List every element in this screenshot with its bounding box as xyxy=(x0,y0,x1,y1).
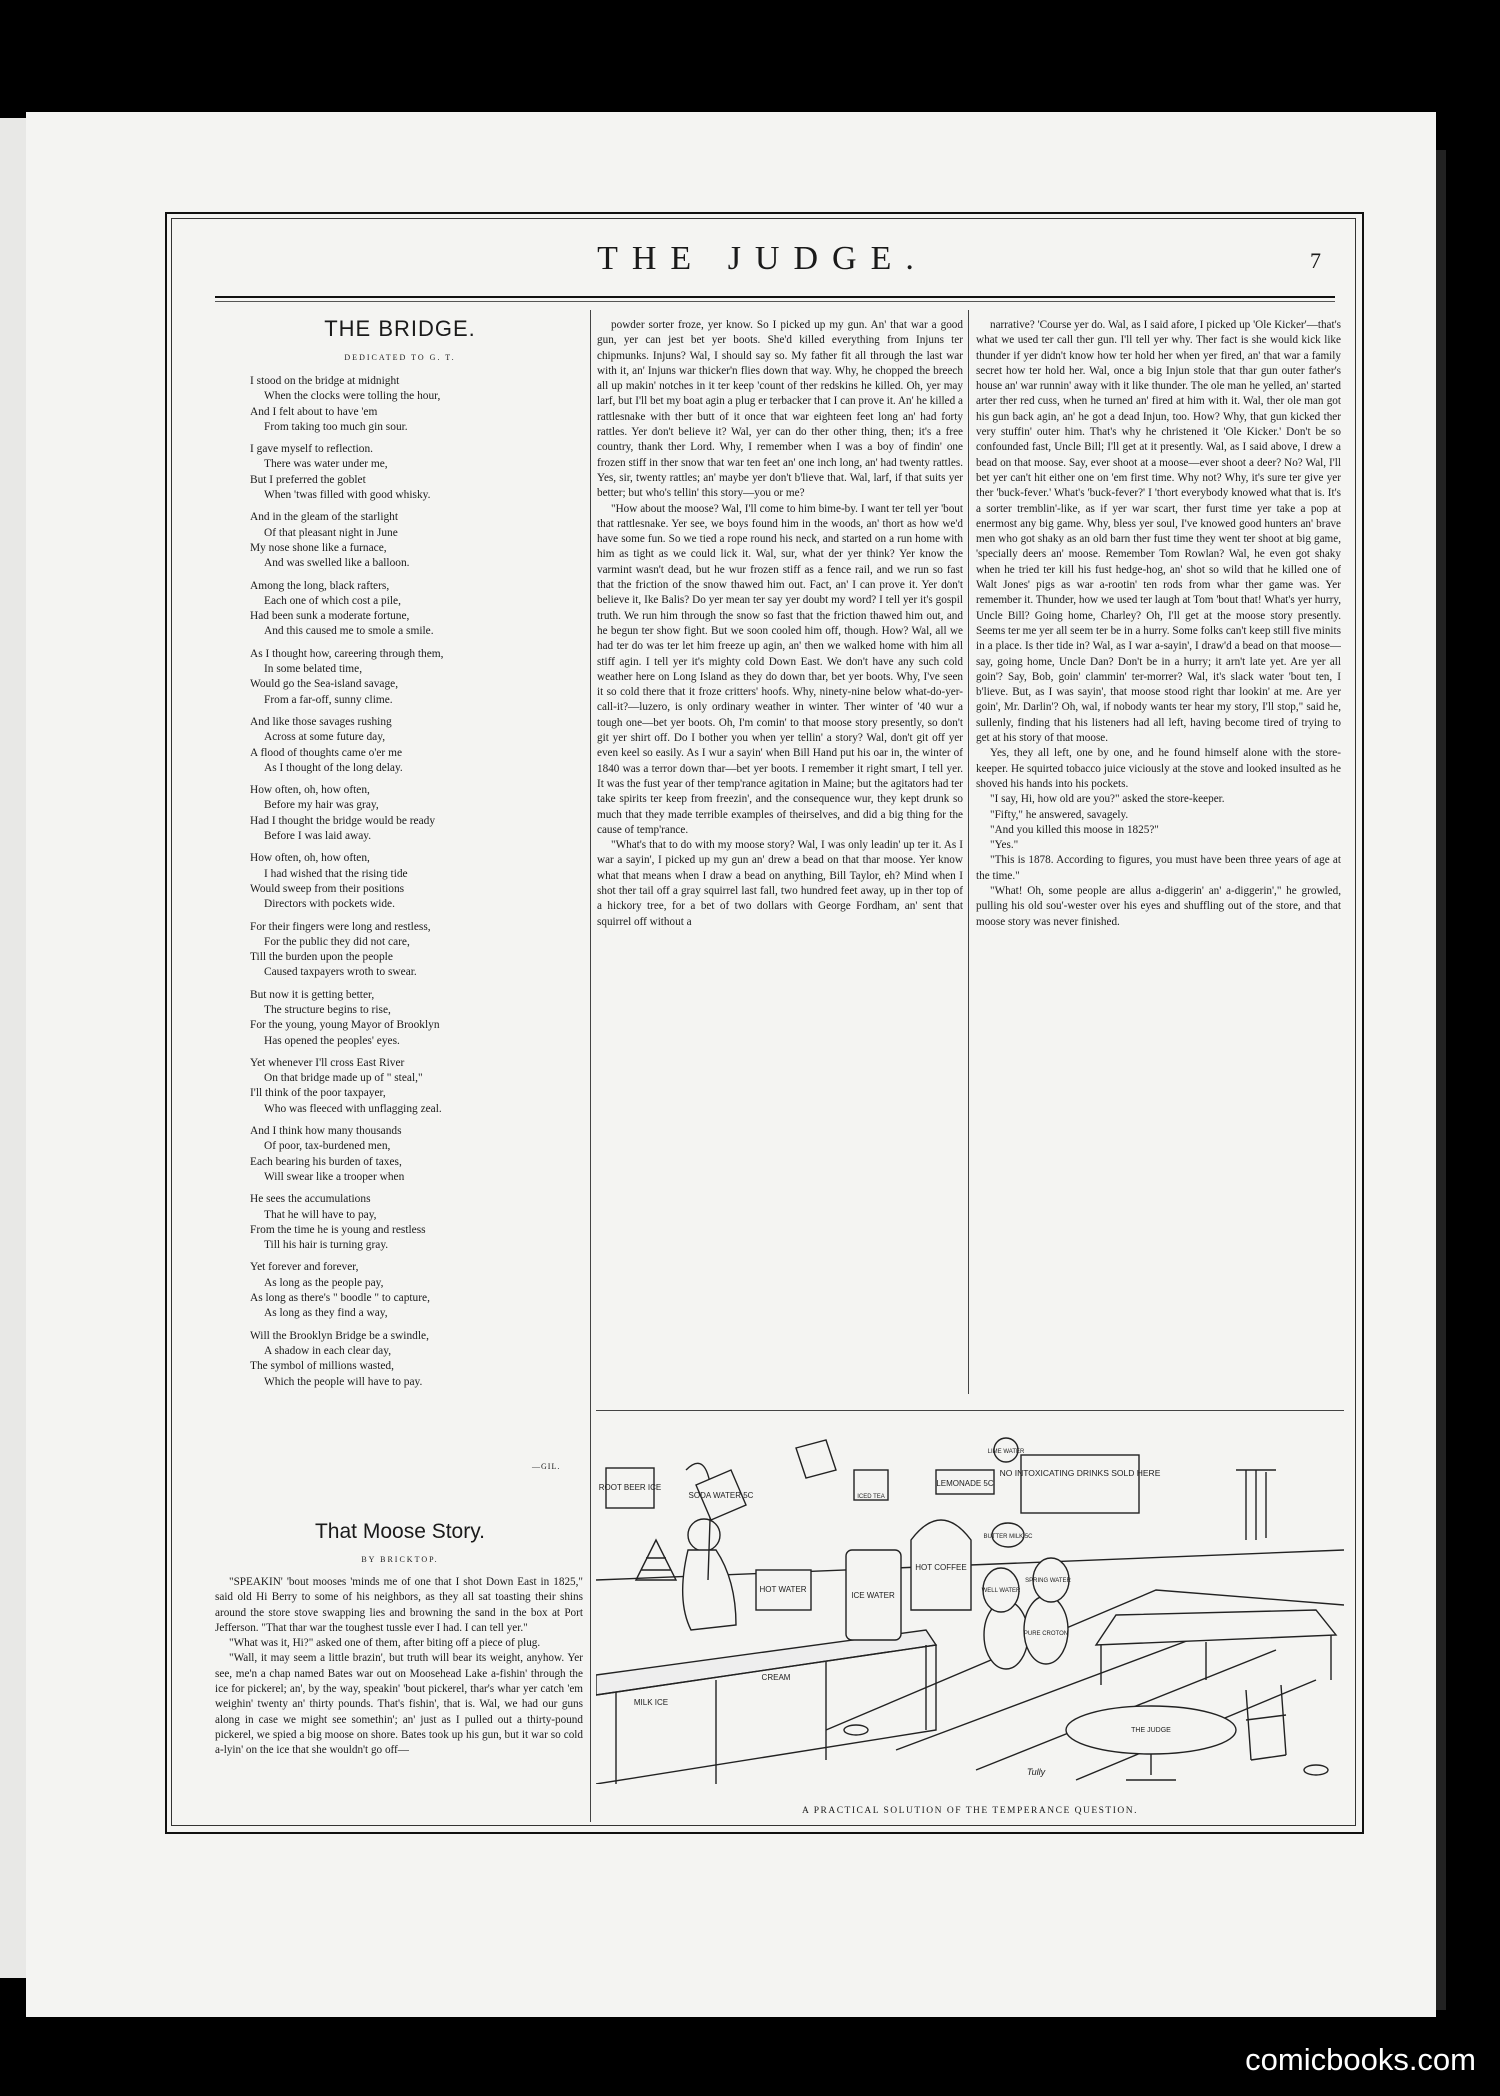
poem-stanza xyxy=(250,374,580,435)
poem-line: Would sweep from their positions xyxy=(250,882,405,895)
sign-iced-tea: ICED TEA xyxy=(857,1494,885,1500)
poem-line: Of poor, tax-burdened men, xyxy=(264,1140,391,1153)
poem-line: Yet whenever I'll cross East River xyxy=(250,1056,405,1069)
poem-stanza xyxy=(250,647,580,708)
poem-line: Each bearing his burden of taxes, xyxy=(250,1155,402,1168)
story-paragraph: "Wall, it may seem a little brazin', but truth will bear its weight, anyhow. Yer see, me'n a chap named Bates war out on Moosehead Lake a-fishin' through the ice for pickerel; an', by the way, speakin' 'bout pickerel, thar's whar yer catch 'em weighin' twenty an' thirty pounds. That's fishin', that is. Wal, we had our guns along in case we might see somethin'; an' just as I pulled out a thirty-pound pickerel, we spied a big moose on shore. Bates took up his gun, but it war so cold a-lyin' on the ice that she wouldn't go off— xyxy=(215,1652,583,1757)
poem-line: There was water under me, xyxy=(264,458,388,471)
poem-line: Had I thought the bridge would be ready xyxy=(250,814,436,827)
poem-line: From a far-off, sunny clime. xyxy=(264,693,393,706)
poem-line: For the young, young Mayor of Brooklyn xyxy=(250,1019,440,1032)
column-divider-1 xyxy=(590,310,591,1822)
poem-line: But I preferred the goblet xyxy=(250,473,366,486)
poem-line: Caused taxpayers wroth to swear. xyxy=(264,966,417,979)
story-column-2 xyxy=(597,318,963,1396)
sign-hot-coffee: HOT COFFEE xyxy=(915,1563,967,1572)
poem-stanza xyxy=(250,1329,580,1390)
poem-line: From taking too much gin sour. xyxy=(264,420,408,433)
story-paragraph: "What was it, Hi?" asked one of them, after biting off a piece of plug. xyxy=(229,1637,541,1650)
poem-line: Will swear like a trooper when xyxy=(264,1170,405,1183)
illustration-caption: A PRACTICAL SOLUTION OF THE TEMPERANCE QUESTION. xyxy=(802,1806,1138,1816)
poem-line: Who was fleeced with unflagging zeal. xyxy=(264,1102,442,1115)
poem-line: Will the Brooklyn Bridge be a swindle, xyxy=(250,1329,429,1342)
poem-line: I gave myself to reflection. xyxy=(250,443,374,456)
poem-line: A flood of thoughts came o'er me xyxy=(250,746,402,759)
poem-line: I had wished that the rising tide xyxy=(264,867,408,880)
page-binding-edge xyxy=(1436,150,1446,2010)
story-paragraph: "I say, Hi, how old are you?" asked the store-keeper. xyxy=(990,793,1225,806)
masthead-rule xyxy=(215,296,1335,298)
story-paragraph: "And you killed this moose in 1825?" xyxy=(990,823,1159,836)
sign-milk-ice: MILK ICE xyxy=(633,1698,669,1707)
sign-lemonade: LEMONADE 5C xyxy=(936,1479,994,1488)
watermark: comicbooks.com xyxy=(1245,2042,1476,2077)
poem-line: On that bridge made up of " steal," xyxy=(264,1072,423,1085)
poem-line: How often, oh, how often, xyxy=(250,784,370,797)
poem-line: Before my hair was gray, xyxy=(264,799,379,812)
poem-stanza xyxy=(250,920,580,981)
story-paragraph: "SPEAKIN' 'bout mooses 'minds me of one that I shot Down East in 1825," said old Hi Berry to some of his neighbors, as they all sat toasting their shins around the store stove swapping lies and browning the sand in the box at Port Jefferson. "That thar war the toughest tussle ever I had. I can tell yer." xyxy=(215,1576,583,1634)
poem-line: Yet forever and forever, xyxy=(250,1261,359,1274)
poem-line: My nose shone like a furnace, xyxy=(250,541,387,554)
poem-line: Across at some future day, xyxy=(264,731,386,744)
story-column-1 xyxy=(215,1575,583,1825)
poem-line: Till his hair is turning gray. xyxy=(264,1239,389,1252)
sign-no-intoxicating: NO INTOXICATING DRINKS SOLD HERE xyxy=(999,1468,1161,1478)
story-paragraph: "How about the moose? Wal, I'll come to him bime-by. I want ter tell yer 'bout that rattlesnake. Yer see, we boys found him in the woods, an' thort as how we'd have some fun. So we tied a rope round his neck, and started on a run home with him as tight as we could lick it. Wal, sur, what der yer think? Yer know the varmint wasn't dead, but he wur frozen stiff as a fence rail, and we run so fast that the friction of the snow thawed him out. Fact, an' I can prove it. Yer don't believe it, Ike Balis? Do yer mean ter say yer doubt my word? I tell yer it's gospil truth. We run him through the snow so fast that the friction thawed him out, and he begun ter show fight. But we soon cooled him off, though. How? Wal, all we had ter do was ter let him freeze up agin, an' then we walked home with him all stiff agin. I tell yer it's mighty cold Down East. We don't have any such cold weather here on Long Island as they do down thar, bet yer boots. Why, I've seen it so cold there that it froze critters' hoofs. Why, ninety-nine below what-do-yer-call-it?—luzero, is only ordinary weather in winter. Ther winter of '40 wur a tough one—bet yer boots. Oh, I'm comin' to that moose story presently, so don't git yer shirt off. Do I bother you when yer tellin' a story? Wal, don't git off yer even keel so easily. As I wur a sayin' when Bill Hand put his oar in, the winter of 1840 was a terror down thar—bet yer boots. I remember it right smart, I tell yer. It was the fust year of ther temp'rance agitation in Maine; but the agitators had ter take spirits ter keep from freezin', and the consequence wur, they kept drunk so much that they made terrible examples of theirselves, and did a big thing for the cause of temp'rance. xyxy=(597,502,963,836)
poem-line: And was swelled like a balloon. xyxy=(264,557,410,570)
sign-lime-water: LIME WATER xyxy=(987,1449,1025,1455)
poem-stanza xyxy=(250,442,580,503)
poem-line: And like those savages rushing xyxy=(250,715,392,728)
sign-root-beer: ROOT BEER ICE xyxy=(598,1483,662,1492)
sign-well-water: WELL WATER xyxy=(981,1588,1021,1594)
poem-line: Of that pleasant night in June xyxy=(264,526,398,539)
poem-title: THE BRIDGE. xyxy=(324,316,476,341)
poem-line: I stood on the bridge at midnight xyxy=(250,375,400,387)
story-paragraph: "What's that to do with my moose story? Wal, I was only leadin' up ter it. As I war a sayin', I picked up my gun an' drew a bead on that thar moose. Yer know what that means when I draw a bead on anything, Bill Taylor, eh? Mind when I shot ther tail off a gray squirrel last fall, two hundred feet away, up in ther top of a hickory tree, for a bet of two dollars with George Fordham, an' sent that squirrel off without a xyxy=(597,839,963,928)
sign-cream: CREAM xyxy=(761,1673,791,1682)
poem-line: Each one of which cost a pile, xyxy=(264,594,401,607)
story-byline: BY BRICKTOP. xyxy=(361,1555,439,1564)
poem-line: Directors with pockets wide. xyxy=(264,898,395,911)
poem-line: And in the gleam of the starlight xyxy=(250,511,399,524)
poem-line: When 'twas filled with good whisky. xyxy=(264,489,431,502)
poem-line: He sees the accumulations xyxy=(250,1193,371,1206)
poem-stanza xyxy=(250,851,580,912)
story-paragraph: "Yes." xyxy=(990,839,1019,852)
story-column-3 xyxy=(976,318,1341,1396)
poem-stanza xyxy=(250,1056,580,1117)
story-paragraph: narrative? 'Course yer do. Wal, as I said afore, I picked up 'Ole Kicker'—that's what we used ter call ther gun. I'll tell yer why. Ther fact is she would kick like thunder if yer didn't know how ter hold her when yer fired, an' that war a family secret how ter hold her. Wal, once a big Injun stole that thar gun outer father's house an' war runnin' away with it like thunder. The ole man he yelled, an' started arter ther red cuss, when he turned an' fired at him with it. Wal, ther ole man got his gun back agin, an' he got a dead Injun, too. How? Why, that gun kicked ther very stuffin' outer him. That's why he christened it 'Ole Kicker.' Don't be so confounded fast, Uncle Bill; I'll get at it presently. Wal, as I said above, I drew a bead on that moose. Say, ever shoot at a moose—ever shoot a deer? No? Wal, I'll bet yer can't hit either one on 'em first time. Why not? Why, it's sure ter give yer ther 'buck-fever.' What's 'buck-fever?' I 'thort everybody knowed what that is. It's a sorter tremblin'-like, as if yer war scart, ther furst time yer take a pop at enermost any big game. Why, bless yer soul, I've knowed good hunters an' brave men who got shaky as an old barn ther fust time they went ter shoot at big game, 'specially deers an' moose. Remember Tom Rowlan? Wal, he even got shaky when he tried ter kill his fust hedge-hog, an' shot so wild that he killed one of Walt Jones' pigs as war a-rootin' ten rods from whar ther game was. Yer remember it. Thunder, how we used ter laugh at Tom 'bout that! What's yer hurry, Uncle Bill? Going home, Charley? Oh, I'll get at the moose story presently. Seems ter me yer all seem ter be in a hurry. Some folks can't keep still five minits in a place. Is ther tide in? Wal, as I war a-sayin', I draw'd a bead on that moose—say, going home, Uncle Dan? Don't be in a hurry; it arn't late yet. Are yer all goin'? Say, Bob, goin' clammin' ter-morrer? Wal, it's slack water 'bout ten, I b'lieve. But, as I was sayin', that moose stood right thar lookin' at me. Are yer goin', Mr. Darlin'? Oh, wal, if nobody wants ter hear my story, I'll stop," said he, sullenly, finding that his listeners had all left, having become tired of trying to get at his story of that moose. xyxy=(976,319,1341,745)
sign-ice-water: ICE WATER xyxy=(851,1591,895,1600)
poem-line: Has opened the peoples' eyes. xyxy=(264,1034,400,1047)
poem-line: But now it is getting better, xyxy=(250,988,375,1001)
story-paragraph: "This is 1878. According to figures, you must have been three years of age at the time." xyxy=(976,854,1341,882)
poem-line: And this caused me to smole a smile. xyxy=(264,625,434,638)
cartoon-illustration xyxy=(596,1430,1344,1784)
poem-line: When the clocks were tolling the hour, xyxy=(264,390,441,403)
poem-line: Had been sunk a moderate fortune, xyxy=(250,610,410,623)
sign-buttermilk: BUTTER MILK 5C xyxy=(983,1534,1033,1540)
poem-stanza xyxy=(250,579,580,640)
story-title: That Moose Story. xyxy=(314,1520,485,1543)
story-paragraph: "What! Oh, some people are allus a-diggerin' an' a-diggerin'," he growled, pulling his old sou'-wester over his eyes and shuffling out of the store, and that moose story was never finished. xyxy=(976,884,1341,928)
poem-line: From the time he is young and restless xyxy=(250,1223,426,1236)
poem-line: How often, oh, how often, xyxy=(250,852,370,865)
poem-line: The structure begins to rise, xyxy=(264,1003,391,1016)
story-paragraph: "Fifty," he answered, savagely. xyxy=(990,808,1129,821)
poem-stanza xyxy=(250,1192,580,1253)
masthead-title: THE JUDGE. xyxy=(597,240,928,277)
poem-stanza xyxy=(250,1260,580,1321)
poem-stanza xyxy=(250,510,580,571)
poem-line: As long as the people pay, xyxy=(264,1276,384,1289)
masthead-rule-thin xyxy=(215,301,1335,302)
artist-signature: Tully xyxy=(1026,1767,1046,1777)
poem-line: A shadow in each clear day, xyxy=(264,1344,392,1357)
story-paragraph: powder sorter froze, yer know. So I picked up my gun. An' that war a good gun, yer can jest bet yer boots. She'd killed everything from Injuns ter chipmunks. Injuns? Wal, I should say so. My father fit all through the last war with it, an' Injuns war thicker'n flies down that way. Why, he chopped the breech all up makin' notches in it ter keep 'count of ther redskins he killed. Oh, yer may larf, but I'll bet my boat agin a plug er terbacker that I can prove it. An' he killed a rattlesnake with ther butt of it once that war eighteen feet long an' had forty rattles. Yer don't believe it? Wal, yer can do ther other thing, then; it's a free country, thank ther Lord. Why, I remember when I was a boy of findin' one frozen stiff in ther snow that war ten feet an' one inch long, an' had twenty rattles. Yes, sir, twenty rattles; an' maybe yer don't b'lieve that. Wal, larf, if that suits yer better; but who's tellin' this story—you or me? xyxy=(597,319,963,500)
poem-signature: —GIL. xyxy=(532,1462,561,1471)
poem-line: For the public they did not care, xyxy=(264,935,410,948)
book-on-table: THE JUDGE xyxy=(1131,1727,1171,1734)
poem-line: And I felt about to have 'em xyxy=(250,405,378,418)
poem-line: For their fingers were long and restless, xyxy=(250,920,431,933)
page-number: 7 xyxy=(1310,248,1321,273)
poem-stanza xyxy=(250,1124,580,1185)
poem-stanza xyxy=(250,715,580,776)
poem-line: Would go the Sea-island savage, xyxy=(250,678,399,691)
poem-line: As long as there's " boodle " to capture, xyxy=(250,1292,430,1305)
poem-line: I'll think of the poor taxpayer, xyxy=(250,1087,386,1100)
poem-line: Which the people will have to pay. xyxy=(264,1375,423,1388)
sign-hot-water: HOT WATER xyxy=(759,1585,807,1594)
story-paragraph: Yes, they all left, one by one, and he found himself alone with the store-keeper. He squirted tobacco juice viciously at the stove and looked insulted as he shoved his hands into his pockets. xyxy=(976,747,1341,790)
poem-line: Till the burden upon the people xyxy=(250,951,393,964)
poem-stanza xyxy=(250,988,580,1049)
sign-spring-water: SPRING WATER xyxy=(1025,1578,1071,1584)
illustration-rule xyxy=(596,1410,1344,1411)
poem-line: That he will have to pay, xyxy=(264,1208,377,1221)
poem-line: As long as they find a way, xyxy=(264,1307,388,1320)
poem-dedication: DEDICATED TO G. T. xyxy=(344,353,456,362)
sign-soda-water: SODA WATER 5C xyxy=(688,1491,754,1500)
poem-body xyxy=(250,374,580,1397)
poem-stanza xyxy=(250,783,580,844)
poem-line: The symbol of millions wasted, xyxy=(250,1360,394,1373)
poem-line: Before I was laid away. xyxy=(264,830,372,843)
sign-pure-croton: PURE CROTON xyxy=(1023,1631,1069,1637)
poem-line: As I thought of the long delay. xyxy=(264,761,403,774)
column-divider-2 xyxy=(968,310,969,1394)
poem-line: And I think how many thousands xyxy=(250,1125,402,1138)
poem-line: As I thought how, careering through them, xyxy=(250,647,444,660)
poem-line: Among the long, black rafters, xyxy=(250,579,390,592)
poem-line: In some belated time, xyxy=(264,663,363,676)
